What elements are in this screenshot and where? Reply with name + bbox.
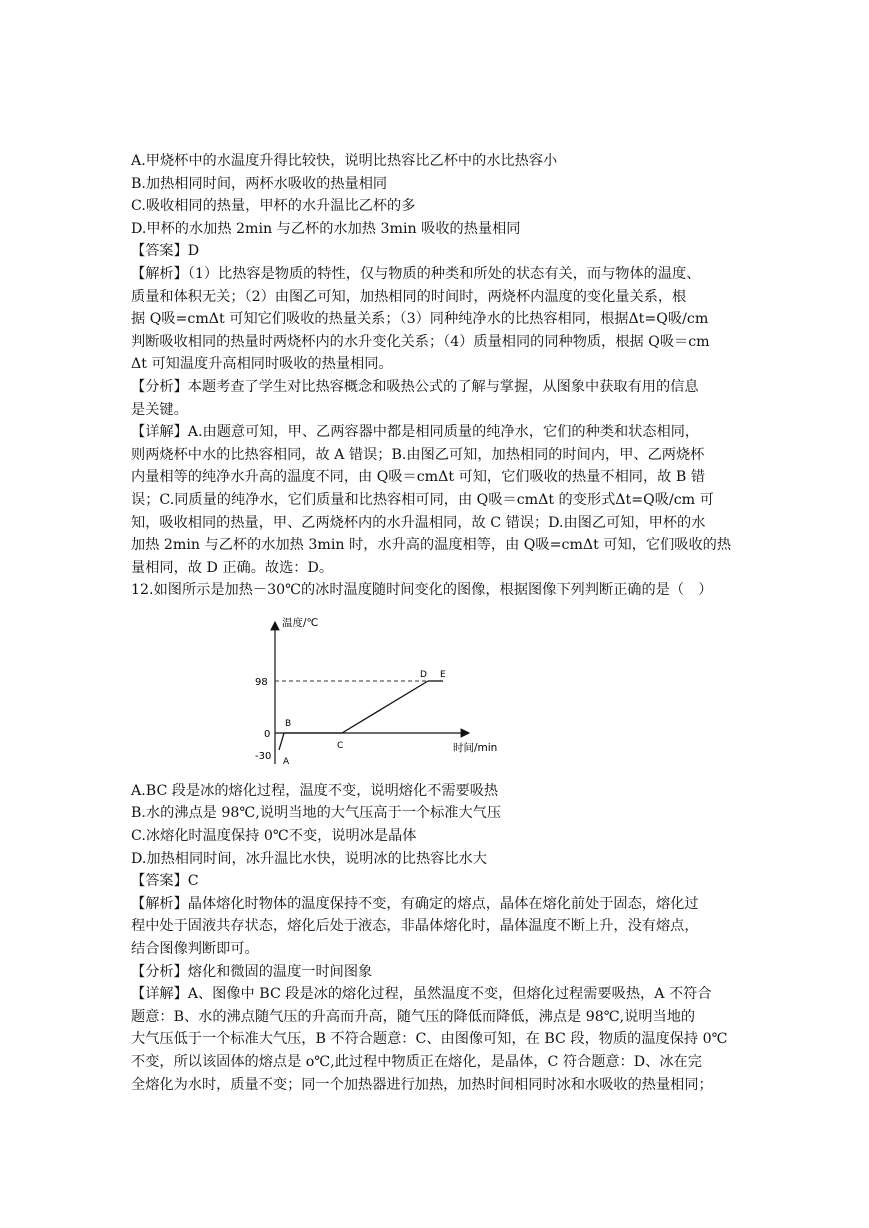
tick-0: 0 <box>264 728 271 740</box>
text-line: 【解析】（1）比热容是物质的特性，仅与物质的种类和所处的状态有关，而与物体的温度、 <box>131 265 701 282</box>
segment-AB <box>279 733 284 750</box>
text-block-top <box>131 150 743 602</box>
text-line: A.BC 段是冰的熔化过程，温度不变，说明熔化不需要吸热 <box>131 782 499 799</box>
point-label-C: C <box>337 740 344 751</box>
text-line: 内量相等的纯净水升高的温度不同，由 Q吸＝cmΔt 可知，它们吸收的热量不相同，故 B 错 <box>131 469 706 486</box>
x-axis-label: 时间/min <box>453 741 498 754</box>
text-line: 【答案】D <box>131 243 200 260</box>
text-line: 判断吸收相同的热量时两烧杯内的水升变化关系；（4）质量相同的同种物质，根据 Q吸＝cm <box>131 333 710 350</box>
text-line: D.甲杯的水加热 2min 与乙杯的水加热 3min 吸收的热量相同 <box>131 220 521 237</box>
text-line: 据 Q吸=cmΔt 可知它们吸收的热量关系；（3）同种纯净水的比热容相同，根据Δt=Q吸/cm <box>131 311 709 328</box>
text-block-bottom <box>131 780 743 1096</box>
tick-neg30: -30 <box>255 750 272 762</box>
text-line: B.加热相同时间，两杯水吸收的热量相同 <box>131 175 388 192</box>
point-label-B: B <box>285 718 292 729</box>
text-line: C.吸收相同的热量，甲杯的水升温比乙杯的多 <box>131 198 416 215</box>
tick-98: 98 <box>255 676 268 688</box>
text-line: 是关键。 <box>131 401 188 418</box>
text-line: 全熔化为水时，质量不变；同一个加热器进行加热，加热时间相同时冰和水吸收的热量相同； <box>131 1076 713 1093</box>
text-line: D.加热相同时间，冰升温比水快，说明冰的比热容比水大 <box>131 850 487 867</box>
text-line: 质量和体积无关；（2）由图乙可知，加热相同的时间时，两烧杯内温度的变化量关系，根 <box>131 288 687 305</box>
text-line: 加热 2min 与乙杯的水加热 3min 时，水升高的温度相等，由 Q吸=cmΔt 可知，它们吸收的热 <box>131 537 732 554</box>
text-line: 【解析】晶体熔化时物体的温度保持不变，有确定的熔点，晶体在熔化前处于固态，熔化过 <box>131 895 699 912</box>
text-line: B.水的沸点是 98℃,说明当地的大气压高于一个标准大气压 <box>131 805 502 822</box>
text-line: 题意：B、水的沸点随气压的升高而升高，随气压的降低而降低，沸点是 98℃,说明当地的 <box>131 1008 696 1025</box>
segment-CD <box>342 681 428 733</box>
text-line: 结合图像判断即可。 <box>131 941 259 958</box>
text-line: 大气压低于一个标准大气压，B 不符合题意：C、由图像可知，在 BC 段，物质的温度保持 0℃ <box>131 1031 728 1048</box>
text-line: 【分析】熔化和微固的温度一时间图象 <box>131 963 373 980</box>
point-label-D: D <box>420 669 427 680</box>
text-line: 误；C.同质量的纯净水，它们质量和比热容相可同，由 Q吸＝cmΔt 的变形式Δt=Q吸/cm 可 <box>131 491 714 508</box>
text-line: C.冰熔化时温度保持 0℃不变，说明冰是晶体 <box>131 828 417 845</box>
document-body <box>131 150 743 1096</box>
text-line: A.甲烧杯中的水温度升得比较快，说明比热容比乙杯中的水比热容小 <box>131 153 558 169</box>
text-line: 12.如图所示是加热－30℃的冰时温度随时间变化的图像，根据图像下列判断正确的是（ ） <box>131 582 713 599</box>
text-line: 不变，所以该固体的熔点是 o℃,此过程中物质正在熔化，是晶体，C 符合题意：D、冰在完 <box>131 1054 702 1070</box>
point-label-A: A <box>283 756 290 767</box>
text-line: 知，吸收相同的热量，甲、乙两烧杯内的水升温相同，故 C 错误；D.由图乙可知，甲杯的水 <box>131 514 706 531</box>
text-line: 则两烧杯中水的比热容相同，故 A 错误；B.由图乙可知，加热相同的时间内，甲、乙两烧杯 <box>131 446 705 463</box>
text-line: 【答案】C <box>131 873 199 890</box>
temperature-time-graph <box>131 602 743 780</box>
point-label-E: E <box>440 669 446 680</box>
text-line: 【详解】A、图像中 BC 段是冰的熔化过程，虽然温度不变，但熔化过程需要吸热，A 不符合 <box>131 986 712 1003</box>
text-line: 量相同，故 D 正确。故选：D。 <box>131 559 334 576</box>
temperature-time-figure <box>131 602 743 780</box>
text-line: 程中处于固液共存状态，熔化后处于液态，非晶体熔化时，晶体温度不断上升，没有熔点， <box>131 918 699 935</box>
y-axis-label: 温度/℃ <box>282 616 319 629</box>
text-line: 【分析】本题考查了学生对比热容概念和吸热公式的了解与掌握，从图象中获取有用的信息 <box>131 378 699 395</box>
text-line: 【详解】A.由题意可知，甲、乙两容器中都是相同质量的纯净水，它们的种类和状态相同， <box>131 424 700 441</box>
text-line: Δt 可知温度升高相同时吸收的热量相同。 <box>131 356 393 373</box>
